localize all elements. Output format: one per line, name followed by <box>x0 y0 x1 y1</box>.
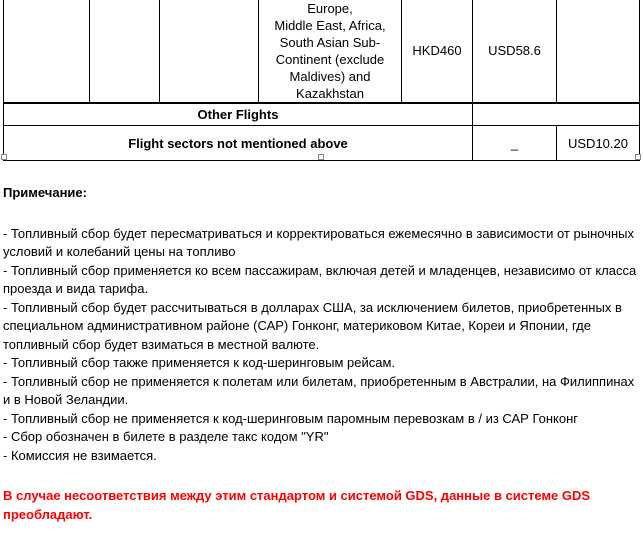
table-cell-empty <box>4 0 90 103</box>
resize-handle[interactable] <box>635 154 641 160</box>
table-cell-empty <box>557 0 640 103</box>
note-item: - Сбор обозначен в билете в разделе такс кодом "YR" <box>3 429 329 444</box>
other-flights-label: Other Flights <box>4 103 473 126</box>
region-line: South Asian Sub- <box>279 35 381 50</box>
region-line: Kazakhstan <box>296 86 364 101</box>
notes-section <box>3 184 641 465</box>
sectors-usd-cell: USD10.20 <box>557 126 640 161</box>
usd-value-cell: USD58.6 <box>473 0 557 103</box>
region-cell <box>259 0 402 103</box>
table-cell-empty <box>90 0 160 103</box>
region-line: Europe, <box>307 1 353 16</box>
table-cell-empty <box>473 103 640 126</box>
gds-warning: В случае несоответствия между этим стандартом и системой GDS, данные в системе GDS преобладают. <box>3 488 591 522</box>
sectors-label: Flight sectors not mentioned above <box>4 126 473 161</box>
region-line: Continent (exclude <box>275 52 385 67</box>
sectors-hkd-cell: _ <box>473 126 557 161</box>
table-row-other-flights <box>4 103 640 126</box>
region-text <box>259 0 401 102</box>
region-line: Maldives) and <box>289 69 371 84</box>
fuel-surcharge-table <box>3 0 640 161</box>
resize-handle[interactable] <box>318 154 324 160</box>
notes-heading: Примечание: <box>3 185 87 200</box>
note-item: - Топливный сбор также применяется к код-шеринговым рейсам. <box>3 355 396 370</box>
note-item: - Топливный сбор не применяется к полетам или билетам, приобретенным в Австралии, на Филиппинах и в Новой Зеландии. <box>3 373 635 407</box>
table-row-region <box>4 0 640 103</box>
hkd-value-cell: HKD460 <box>402 0 473 103</box>
note-item: - Комиссия не взимается. <box>3 447 157 463</box>
note-item: - Топливный сбор не применяется к код-шеринговым паромным перевозкам в / из САР Гонконг <box>3 410 579 426</box>
note-item: - Топливный сбор будет пересматриваться и корректироваться ежемесячно в зависимости от рыночных условий и колебаний цены на топливо <box>3 225 634 259</box>
note-item: - Топливный сбор применяется ко всем пассажирам, включая детей и младенцев, независимо от класса проезда и вида тарифа. <box>3 262 637 296</box>
note-item: - Топливный сбор будет рассчитываться в долларах США, за исключением билетов, приобретенных в специальном административном районе (САР) Гонконг, материковом Китае, Кореи и Японии, где топливный сбор будет взиматься в местной валюте. <box>3 299 622 352</box>
resize-handle[interactable] <box>1 154 7 160</box>
table-cell-empty <box>160 0 259 103</box>
region-line: Middle East, Africa, <box>274 18 386 33</box>
